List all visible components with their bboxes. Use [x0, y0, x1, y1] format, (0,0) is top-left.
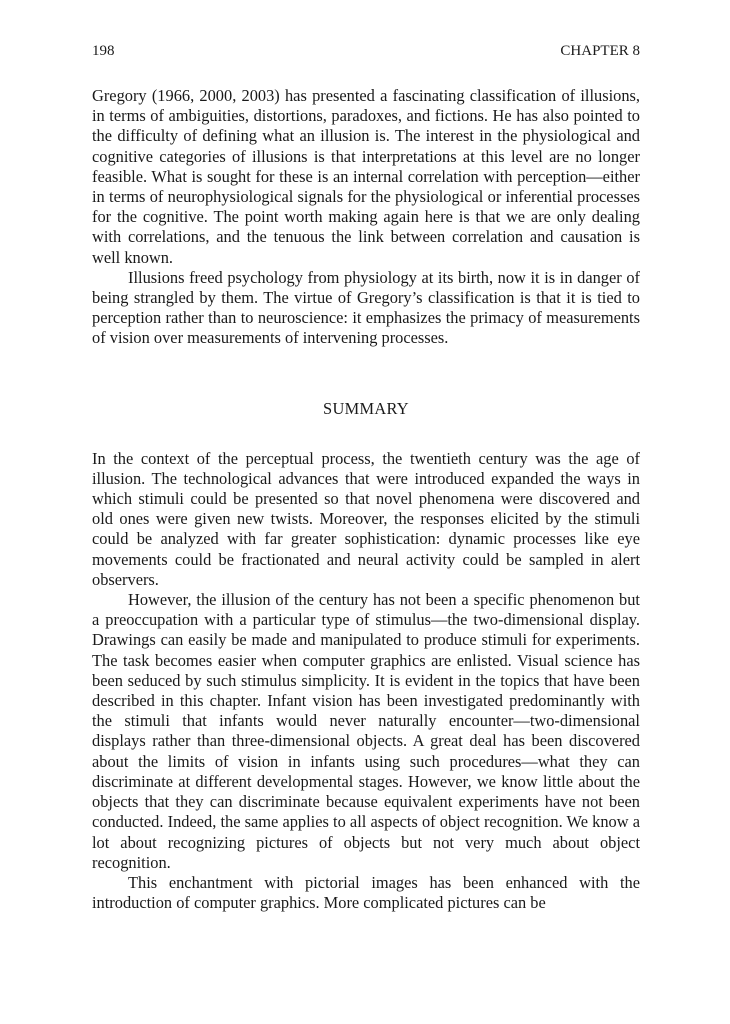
section-heading: SUMMARY [323, 398, 409, 418]
body-paragraph: In the context of the perceptual process, the twentieth century was the age of illusion. The technological advances that were introduced expanded the ways in which stimuli could be presented so that novel phenomena were discovered and old ones were given new twists. Moreover, the responses elicited by the stimuli could be analyzed with far greater sophistication: dynamic processes like eye movements could be fractionated and neural activity could be sampled in alert observers. [92, 448, 640, 589]
body-paragraph: Gregory (1966, 2000, 2003) has presented a fascinating classification of illusions, in terms of ambiguities, distortions, paradoxes, and fictions. He has also pointed to the difficulty of defining what an illusion is. The interest in the physiological and cognitive categories of illusions is that interpretations at this level are no longer feasible. What is sought for these is an internal correlation with perception—either in terms of neurophysiological signals for the physiological or inferential processes for the cognitive. The point worth making again here is that we are only dealing with correlations, and the tenuous the link between correlation and causation is well known. [92, 86, 640, 267]
page-number: 198 [92, 43, 115, 59]
body-paragraph: Illusions freed psychology from physiology at its birth, now it is in danger of being strangled by them. The virtue of Gregory’s classification is that it is tied to perception rather than to neuroscience: it emphasizes the primacy of measurements of vision over measurements of intervening processes. [92, 267, 640, 348]
chapter-label: CHAPTER 8 [560, 43, 640, 59]
book-page [92, 42, 640, 913]
running-head [92, 42, 640, 60]
body-paragraph: This enchantment with pictorial images has been enhanced with the introduction of computer graphics. More complicated pictures can be [92, 872, 640, 913]
body-paragraph: However, the illusion of the century has not been a specific phenomenon but a preoccupation with a particular type of stimulus—the two-dimensional display. Drawings can easily be made and manipulated to produce stimuli for experiments. The task becomes easier when computer graphics are enlisted. Visual science has been seduced by such stimulus simplicity. It is evident in the topics that have been described in this chapter. Infant vision has been investigated predominantly with the stimuli that infants would never naturally encounter—two-dimensional displays rather than three-dimensional objects. A great deal has been discovered about the limits of vision in infants using such procedures—what they can discriminate at different developmental stages. However, we know little about the objects that they can discriminate because equivalent experiments have not been conducted. Indeed, the same applies to all aspects of object recognition. We know a lot about recognizing pictures of objects but not very much about object recognition. [92, 590, 640, 872]
